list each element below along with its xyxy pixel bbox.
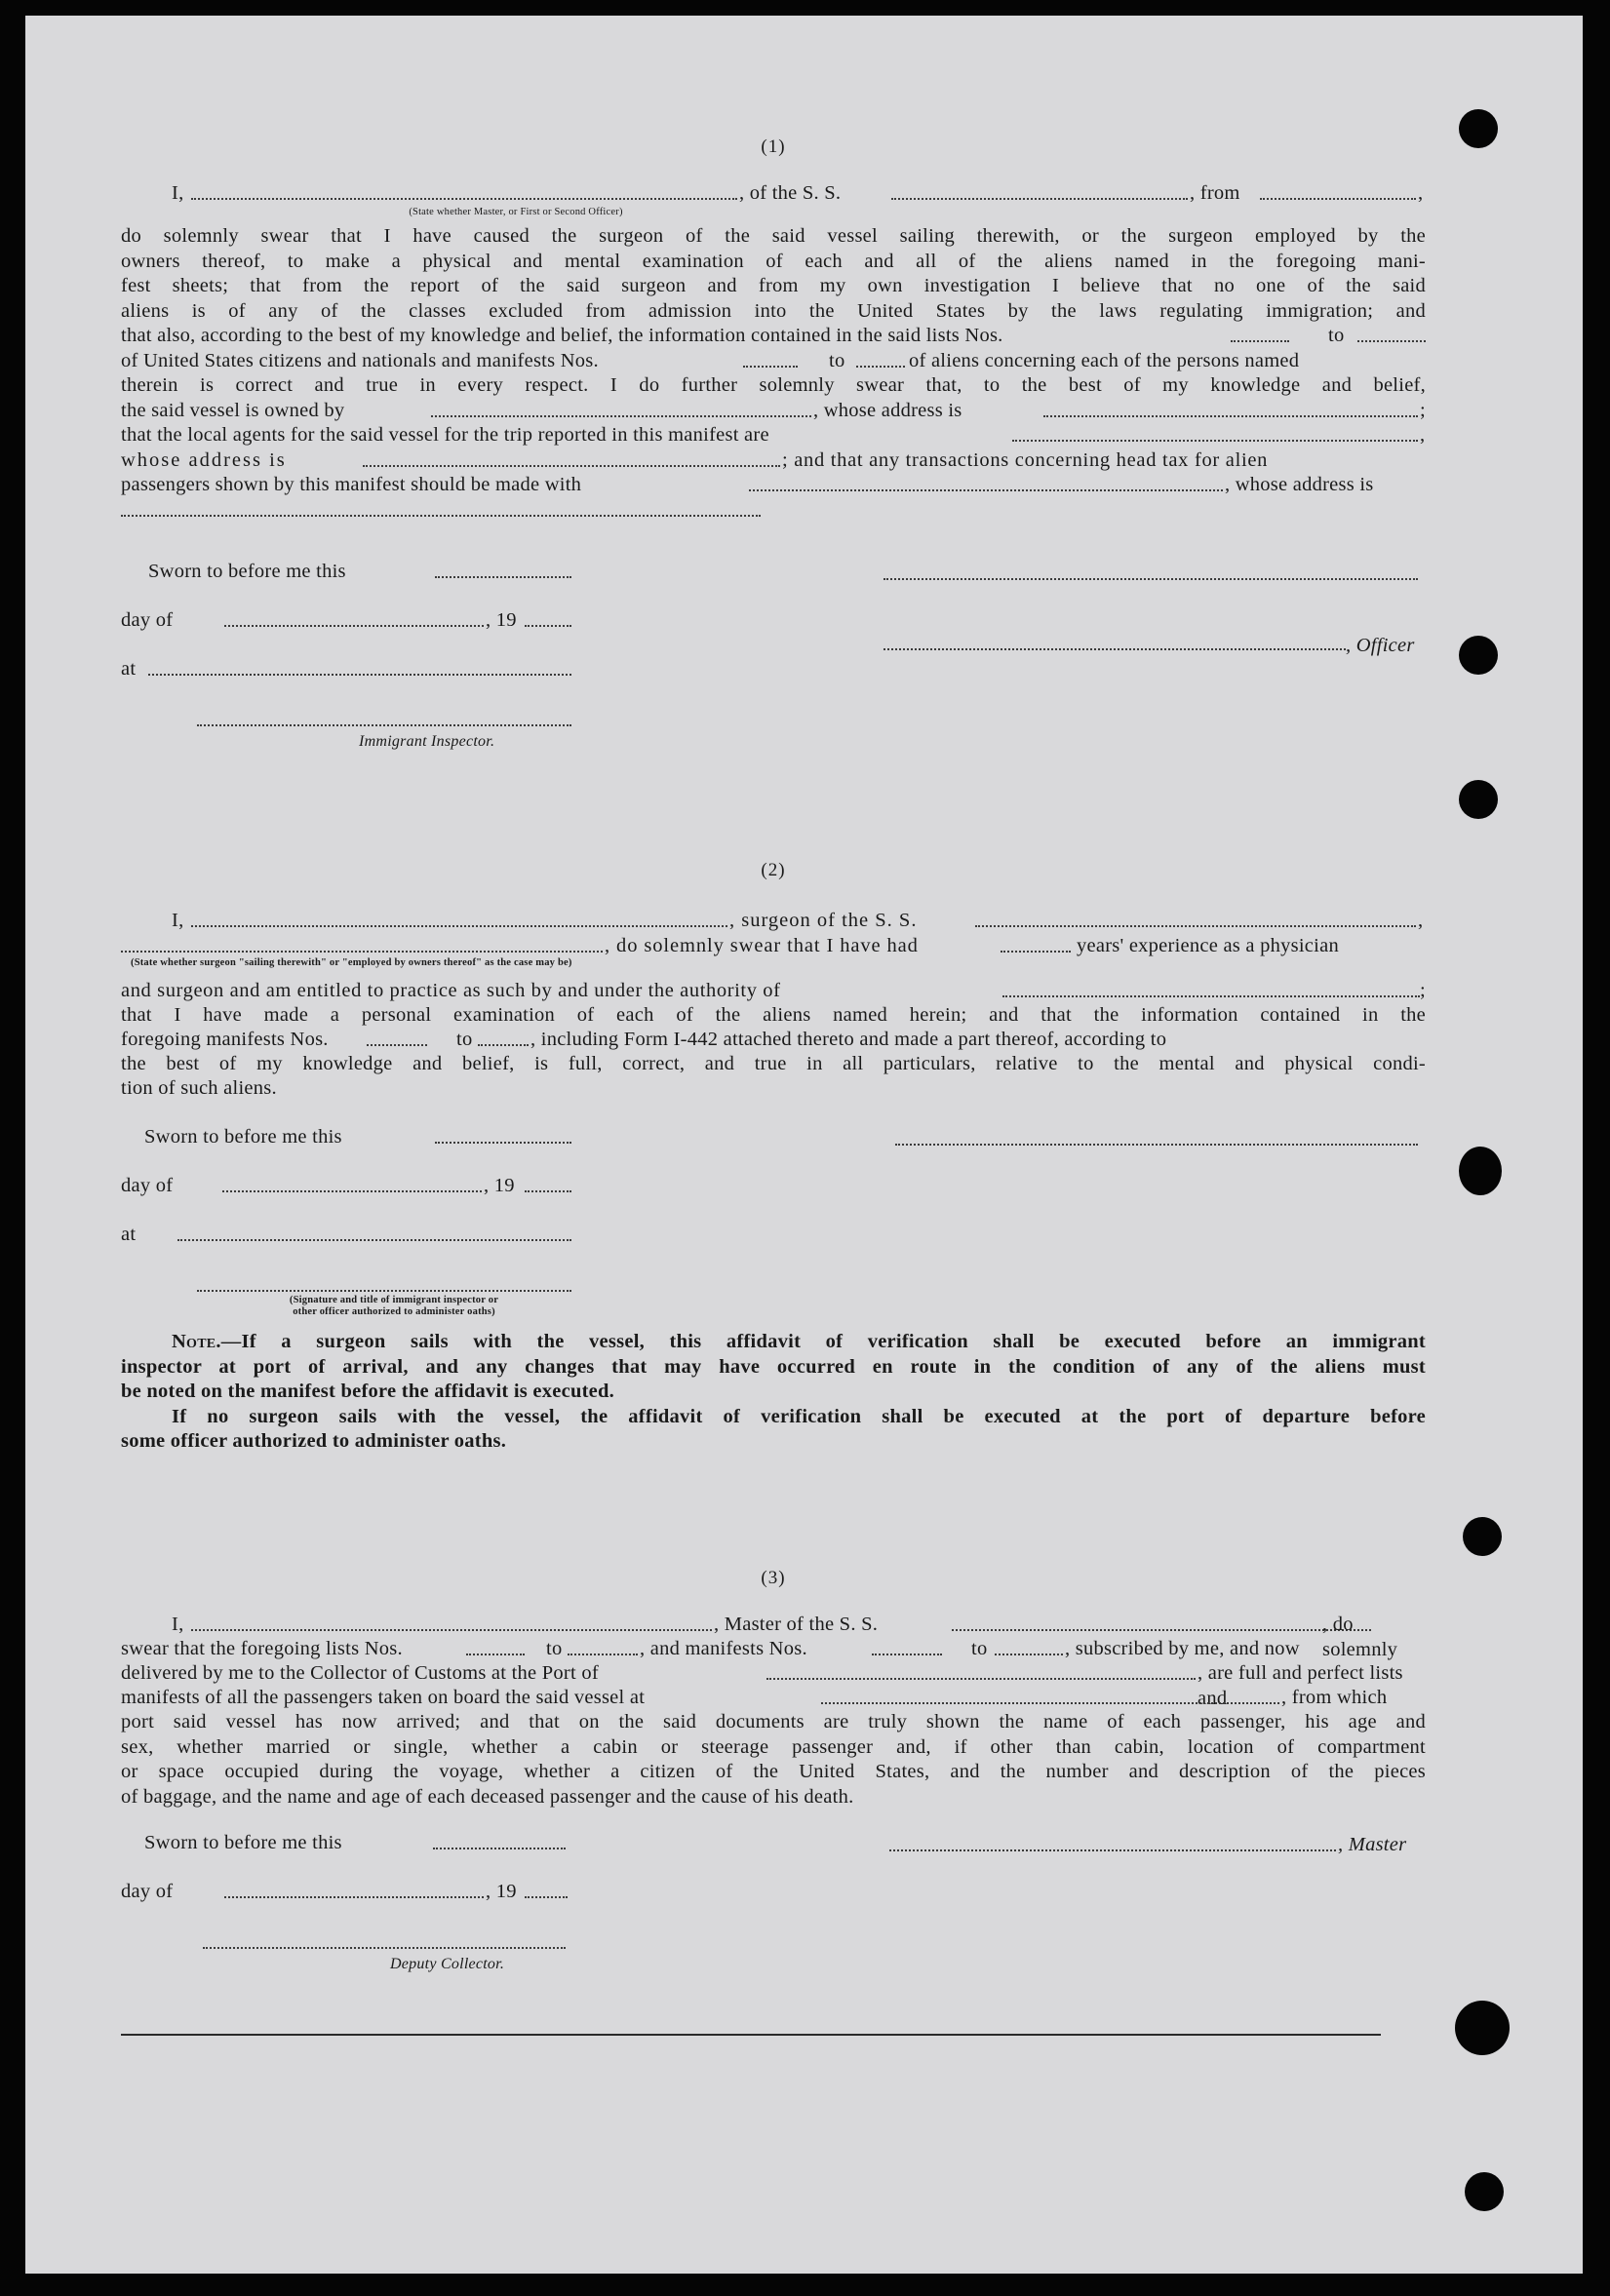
punch-hole xyxy=(1459,780,1498,819)
master-name-field[interactable] xyxy=(191,1613,712,1631)
note-label: Note. xyxy=(172,1331,221,1352)
officer-caption: (State whether Master, or First or Second Officer) xyxy=(409,207,623,217)
surgeon-vessel-field[interactable] xyxy=(975,909,1416,927)
at-field[interactable] xyxy=(177,1223,571,1241)
master-signature-field[interactable] xyxy=(889,1833,1336,1851)
master-vessel-field[interactable] xyxy=(952,1613,1371,1631)
section-3-line-4: manifests of all the passengers taken on board the said vessel at , from which xyxy=(121,1687,1388,1708)
day-of-field[interactable] xyxy=(224,1880,484,1898)
note-block: Note.—If a surgeon sails with the vessel, this affidavit of verification shall be executed before an immigrant inspector at port of arrival, and any changes that may have occurred en route in the condition of any of the aliens must be noted on the manifest before the affidavit is executed. If no surgeon sails with the vessel, the affidavit of verification shall be executed at the port of departure before some officer authorized to administer oaths. xyxy=(121,1330,1426,1455)
at-field[interactable] xyxy=(148,657,571,676)
body-line: sex, whether married or single, whether a cabin or steerage passenger and, if other than cabin, location of compartment xyxy=(121,1735,1426,1758)
agents-address-line: whose address is ; and that any transactions concerning head tax for alien xyxy=(121,448,1269,471)
authority-field[interactable] xyxy=(1002,979,1420,997)
body-line: therein is correct and true in every respect. I do further solemnly swear that, to the best of my knowledge and belief, xyxy=(121,374,1426,396)
head-tax-line: passengers shown by this manifest should be made with , whose address is xyxy=(121,474,1374,495)
section-3-line-2: swear that the foregoing lists Nos. to , and manifests Nos. to , subscribed by me, and now xyxy=(121,1638,1300,1659)
administering-officer-signature-field[interactable] xyxy=(197,1273,571,1292)
surgeon-name-field[interactable] xyxy=(191,909,727,927)
officer-signature-field[interactable] xyxy=(884,562,1418,580)
day-of-label: day of xyxy=(121,1881,174,1902)
surgeon-manifests-to-field[interactable] xyxy=(478,1028,529,1046)
note-text: some officer authorized to administer oaths. xyxy=(121,1430,507,1452)
surgeon-signature-field[interactable] xyxy=(895,1127,1418,1146)
section-1-line-1: I, , of the S. S. , from , xyxy=(121,181,1426,207)
master-label: , Master xyxy=(1338,1834,1407,1855)
officer-title-field[interactable] xyxy=(884,632,1346,650)
master-manifests-from-field[interactable] xyxy=(872,1637,942,1655)
deputy-collector-label: Deputy Collector. xyxy=(390,1956,505,1972)
manifests-to-field[interactable] xyxy=(856,349,905,368)
owned-by-line: the said vessel is owned by , whose address is ; xyxy=(121,399,1426,421)
body-line: tion of such aliens. xyxy=(121,1077,277,1099)
owner-field[interactable] xyxy=(431,399,811,417)
body-line: port said vessel has now arrived; and that on the said documents are truly shown the name of each passenger, his age and xyxy=(121,1711,1426,1732)
port-of-embarkation-field[interactable] xyxy=(821,1686,1279,1704)
section-3-body xyxy=(121,1710,1426,1810)
sworn-label: Sworn to before me this xyxy=(144,1126,342,1148)
bottom-rule xyxy=(121,2034,1381,2036)
note-text: inspector at port of arrival, and any changes that may have occurred en route in the condition of any of the aliens must xyxy=(121,1355,1426,1378)
note-text: be noted on the manifest before the affidavit is executed. xyxy=(121,1381,615,1402)
body-line: of baggage, and the name and age of each deceased passenger and the cause of his death. xyxy=(121,1785,854,1808)
sworn-label: Sworn to before me this xyxy=(148,561,346,582)
body-line: that I have made a personal examination of each of the aliens named herein; and that the information contained in the xyxy=(121,1004,1426,1026)
section-2-line-1: I, , surgeon of the S. S. , xyxy=(172,910,1424,931)
day-of-label: day of xyxy=(121,1175,174,1196)
master-lists-from-field[interactable] xyxy=(466,1637,525,1655)
body-line: or space occupied during the voyage, whether a citizen of the United States, and the number and description of the pieces xyxy=(121,1761,1426,1782)
from-label: , from xyxy=(1190,182,1240,204)
section-3-number: (3) xyxy=(761,1568,786,1588)
head-tax-address-field[interactable] xyxy=(121,498,761,517)
agents-address-field[interactable] xyxy=(363,448,780,467)
head-tax-party-field[interactable] xyxy=(749,473,1223,491)
sworn-date-field[interactable] xyxy=(433,1831,566,1849)
year-prefix: , 19 xyxy=(484,1175,515,1196)
punch-hole xyxy=(1459,109,1498,148)
body-line: owners thereof, to make a physical and mental examination of each and all of the aliens named in the foregoing mani- xyxy=(121,250,1426,272)
sworn-date-field[interactable] xyxy=(435,1125,571,1144)
year-field[interactable] xyxy=(525,1174,571,1192)
vessel-name-field[interactable] xyxy=(891,181,1188,200)
day-of-field[interactable] xyxy=(224,608,484,627)
section-2-line-2: , do solemnly swear that I have had years' experience as a physician xyxy=(121,934,1426,959)
surgeon-caption: (State whether surgeon "sailing therewith" or "employed by owners thereof" as the case may be) xyxy=(131,957,572,968)
lists-nos-line: that also, according to the best of my knowledge and belief, the information contained in the said lists Nos. to xyxy=(121,324,1426,349)
punch-hole xyxy=(1463,1517,1502,1556)
immigrant-inspector-label: Immigrant Inspector. xyxy=(359,733,495,750)
section-1-body xyxy=(121,224,1426,523)
deputy-collector-signature-field[interactable] xyxy=(203,1930,566,1949)
punch-hole xyxy=(1465,2172,1504,2211)
signature-caption-line-1: (Signature and title of immigrant inspector or xyxy=(289,1295,499,1305)
body-line: fest sheets; that from the report of the said surgeon and from my own investigation I believe that no one of the said xyxy=(121,275,1426,296)
port-of-arrival-field[interactable] xyxy=(766,1661,1196,1680)
lists-to-field[interactable] xyxy=(1357,324,1426,342)
owner-address-field[interactable] xyxy=(1043,399,1418,417)
section-3-line-3: delivered by me to the Collector of Customs at the Port of , are full and perfect lists and xyxy=(121,1662,1403,1709)
years-experience-field[interactable] xyxy=(1001,934,1071,953)
sworn-date-field[interactable] xyxy=(435,560,571,578)
inspector-signature-field[interactable] xyxy=(197,708,571,726)
surgeon-manifests-from-field[interactable] xyxy=(367,1028,427,1046)
section-1-number: (1) xyxy=(761,136,786,157)
sworn-label: Sworn to before me this xyxy=(144,1832,342,1853)
master-lists-to-field[interactable] xyxy=(568,1637,638,1655)
local-agents-field[interactable] xyxy=(1012,423,1418,442)
day-of-label: day of xyxy=(121,609,174,631)
surgeon-status-field[interactable] xyxy=(121,934,603,953)
note-text: If a surgeon sails with the vessel, this affidavit of verification shall be executed before an immigrant xyxy=(241,1331,1426,1352)
year-field[interactable] xyxy=(525,1880,568,1898)
body-line: the best of my knowledge and belief, is full, correct, and true in all particulars, relative to the mental and physical condi- xyxy=(121,1053,1426,1074)
punch-hole xyxy=(1459,636,1498,675)
of-ss-label: , of the S. S. xyxy=(739,182,842,204)
year-prefix: , 19 xyxy=(486,609,517,631)
note-text: If no surgeon sails with the vessel, the affidavit of verification shall be executed at the port of departure before xyxy=(172,1405,1426,1427)
body-line: aliens is of any of the classes excluded from admission into the United States by the laws regulating immigration; and xyxy=(121,299,1426,322)
signature-caption-line-2: other officer authorized to administer oaths) xyxy=(293,1306,495,1317)
section-3-line-1: I, , Master of the S. S. , do solemnly xyxy=(172,1614,1398,1660)
at-label: at xyxy=(121,658,137,680)
section-2-line-3: and surgeon and am entitled to practice as such by and under the authority of ; xyxy=(121,980,1426,1001)
punch-hole xyxy=(1455,2001,1510,2055)
day-of-field[interactable] xyxy=(222,1174,482,1192)
body-line: do solemnly swear that I have caused the surgeon of the said vessel sailing therewith, or the surgeon employed by the xyxy=(121,225,1426,247)
section-2-number: (2) xyxy=(761,860,786,880)
year-prefix: , 19 xyxy=(486,1881,517,1902)
from-port-field[interactable] xyxy=(1260,181,1416,200)
form-page xyxy=(25,16,1583,2274)
punch-hole xyxy=(1459,1147,1502,1195)
section-2-line-5: foregoing manifests Nos. to , including Form I-442 attached thereto and made a part thereof, according to xyxy=(121,1029,1167,1050)
master-manifests-to-field[interactable] xyxy=(995,1637,1063,1655)
officer-label: , Officer xyxy=(1346,635,1415,656)
local-agents-line: that the local agents for the said vessel for the trip reported in this manifest are , xyxy=(121,424,1426,446)
at-label: at xyxy=(121,1224,137,1245)
manifests-from-field[interactable] xyxy=(743,349,798,368)
manifests-nos-line: of United States citizens and nationals and manifests Nos. to of aliens concerning each of the persons named xyxy=(121,349,1300,371)
pronoun-i: I, xyxy=(172,182,184,204)
officer-name-field[interactable] xyxy=(191,181,737,200)
year-field[interactable] xyxy=(525,608,571,627)
lists-from-field[interactable] xyxy=(1231,324,1289,342)
